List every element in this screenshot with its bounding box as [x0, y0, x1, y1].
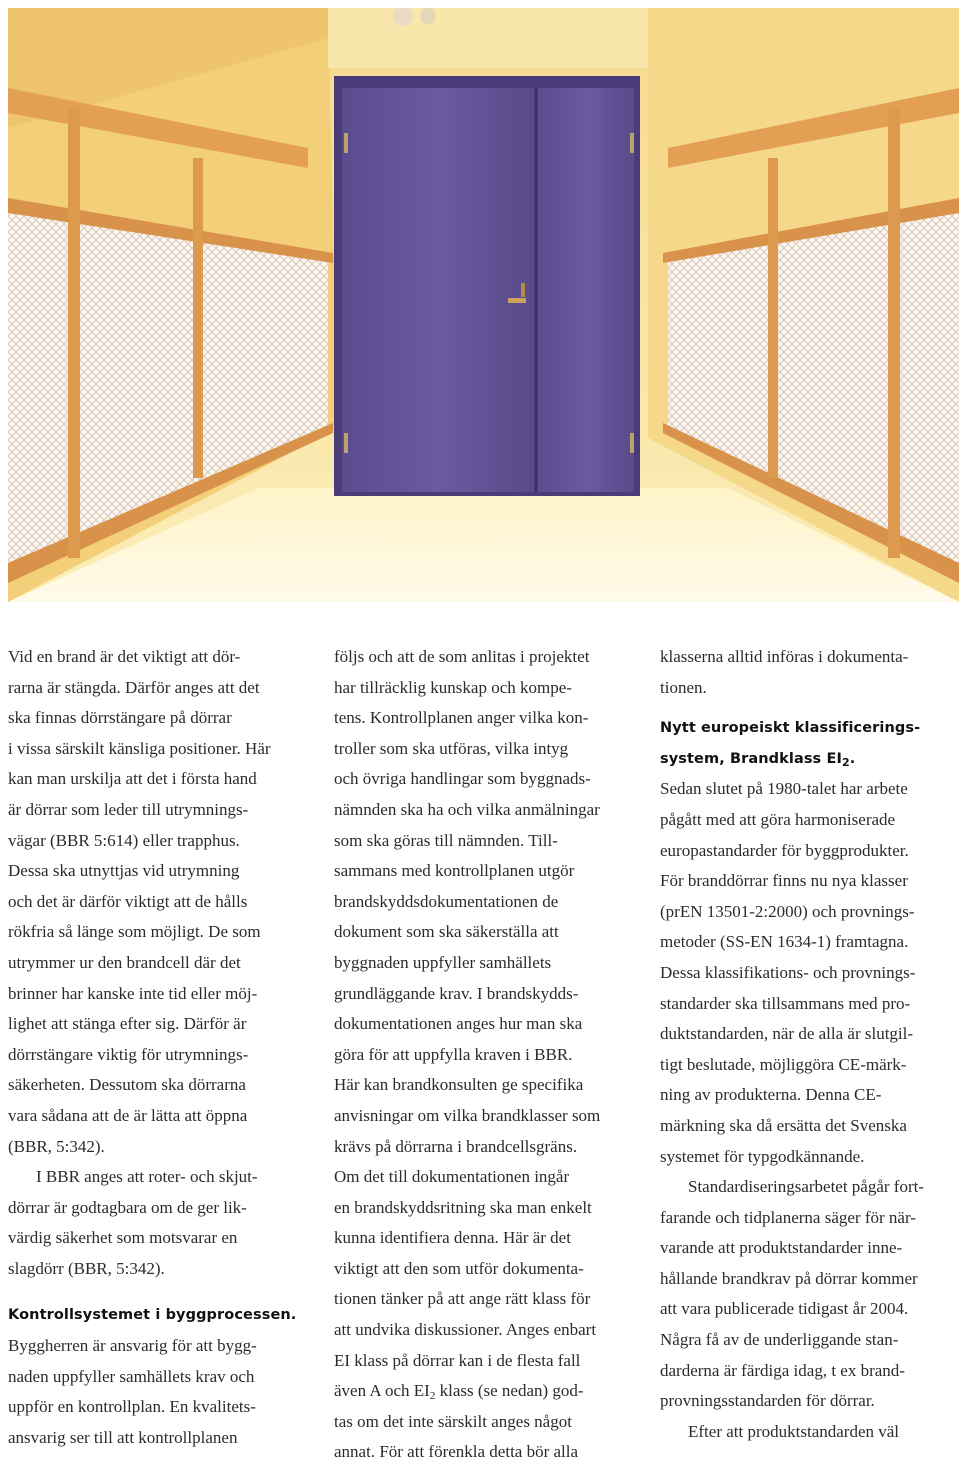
text-line: i vissa särskilt känsliga positioner. Här: [8, 738, 271, 758]
text-line: Vid en brand är det viktigt att dör-: [8, 647, 241, 666]
text-line: Sedan slutet på 1980-talet har arbete: [660, 779, 908, 799]
text-line: krävs på dörrarna i brandcellsgräns.: [334, 1136, 578, 1156]
text-line: och övriga handlingar som byggnads-: [334, 769, 591, 789]
spacer: [660, 703, 960, 713]
text-line: EI klass på dörrar kan i de flesta fall: [334, 1350, 581, 1370]
text-line: sammans med kontrollplanen utgör: [334, 861, 575, 881]
text-column-1: [8, 642, 308, 1453]
text-line: troller som ska utföras, vilka intyg: [334, 738, 569, 758]
text-line: darderna är färdiga idag, t ex brand-: [660, 1360, 905, 1380]
text-line: europastandarder för byggprodukter.: [660, 840, 909, 860]
text-line: Byggherren är ansvarig för att bygg-: [8, 1336, 257, 1356]
text-line: säkerheten. Dessutom ska dörrarna: [8, 1075, 246, 1095]
text-line: lighet att stänga efter sig. Därför är: [8, 1014, 247, 1034]
text-line: göra för att uppfylla kraven i BBR.: [334, 1044, 573, 1064]
text-line: dörrstängare viktig för utrymnings-: [8, 1044, 249, 1064]
text-line: Dessa ska utnyttjas vid utrymning: [8, 861, 240, 881]
text-line: en brandskyddsritning ska man enkelt: [334, 1197, 592, 1217]
text-line: ska finnas dörrstängare på dörrar: [8, 708, 232, 728]
text-line: För branddörrar finns nu nya klasser: [660, 871, 908, 891]
text-line: systemet för typgodkännande.: [660, 1146, 865, 1166]
text-line: märkning ska då ersätta det Svenska: [660, 1115, 907, 1135]
text-fragment: system, Brandklass EI: [660, 750, 842, 767]
text-line: byggnaden uppfyller samhällets: [334, 952, 552, 972]
text-fragment: .: [849, 750, 856, 767]
text-line: följs och att de som anlitas i projektet: [334, 647, 590, 666]
subscript: 2: [841, 755, 850, 769]
text-line: har tillräcklig kunskap och kompe-: [334, 677, 572, 697]
text-line: Standardiseringsarbetet pågår fort-: [688, 1177, 925, 1197]
text-line: som ska göras till nämnden. Till-: [334, 830, 558, 850]
text-line: utrymmer ur den brandcell där det: [8, 952, 241, 972]
text-line: dokumentationen anges hur man ska: [334, 1014, 583, 1034]
section-heading: Kontrollsystemet i byggprocessen.: [8, 1307, 297, 1324]
text-line: farande och tidplanerna säger för när-: [660, 1207, 916, 1227]
text-line: kunna identifiera denna. Här är det: [334, 1228, 571, 1248]
text-line: Här kan brandkonsulten ge specifika: [334, 1075, 584, 1095]
text-fragment: även A och EI: [334, 1381, 430, 1401]
text-line: grundläggande krav. I brandskydds-: [334, 983, 579, 1003]
text-line: annat. För att förenkla detta bör alla: [334, 1442, 579, 1462]
text-line: tens. Kontrollplanen anger vilka kon-: [334, 708, 589, 728]
door-photo-illustration: [8, 8, 959, 602]
text-line: rarna är stängda. Därför anges att det: [8, 677, 260, 697]
text-line: tionen tänker på att ange rätt klass för: [334, 1289, 591, 1309]
text-line: dörrar är godtagbara om de ger lik-: [8, 1197, 247, 1217]
text-fragment: klass (se nedan) god-: [435, 1381, 584, 1401]
text-line: standarder ska tillsammans med pro-: [660, 993, 911, 1013]
section-heading: Nytt europeiskt klassificerings-: [660, 720, 921, 737]
text-line: klasserna alltid införas i dokumenta-: [660, 647, 909, 666]
door-photo: [8, 8, 959, 602]
subscript: 2: [429, 1390, 436, 1403]
text-line: brandskyddsdokumentationen de: [334, 891, 559, 911]
text-line: dokument som ska säkerställa att: [334, 922, 559, 942]
text-line: (prEN 13501-2:2000) och provnings-: [660, 901, 915, 921]
text-line: brinner har kanske inte tid eller möj-: [8, 983, 258, 1003]
text-line: att undvika diskussioner. Anges enbart: [334, 1320, 597, 1340]
text-line: vägar (BBR 5:614) eller trapphus.: [8, 830, 240, 850]
section-heading: [660, 744, 960, 775]
text-line: kan man urskilja att det i första hand: [8, 769, 257, 789]
text-line: är dörrar som leder till utrymnings-: [8, 799, 249, 819]
spacer: [8, 1284, 308, 1300]
text-line: slagdörr (BBR, 5:342).: [8, 1258, 165, 1278]
text-line: och det är därför viktigt att de hålls: [8, 891, 248, 911]
text-line: I BBR anges att roter- och skjut-: [36, 1167, 258, 1187]
text-line: Dessa klassifikations- och provnings-: [660, 962, 916, 982]
text-line: ning av produkterna. Denna CE-: [660, 1085, 882, 1105]
text-line: rökfria så länge som möjligt. De som: [8, 922, 261, 942]
text-line: tas om det inte särskilt anges något: [334, 1411, 572, 1431]
text-line: nämnden ska ha och vilka anmälningar: [334, 799, 600, 819]
text-line: värdig säkerhet som motsvarar en: [8, 1228, 238, 1248]
text-line: viktigt att den som utför dokumenta-: [334, 1258, 584, 1278]
text-column-3: [660, 642, 960, 1447]
text-line: duktstandarden, när de alla är slutgil-: [660, 1024, 914, 1044]
text-column-2: [334, 642, 634, 1468]
text-line: Om det till dokumentationen ingår: [334, 1167, 570, 1187]
text-line: att vara publicerade tidigast år 2004.: [660, 1299, 909, 1319]
text-line: Efter att produktstandarden väl: [688, 1421, 900, 1441]
text-line: pågått med att göra harmoniserade: [660, 809, 896, 829]
text-line: anvisningar om vilka brandklasser som: [334, 1105, 601, 1125]
text-line: uppför en kontrollplan. En kvalitets-: [8, 1397, 256, 1417]
text-line: (BBR, 5:342).: [8, 1136, 105, 1156]
text-line: tionen.: [660, 677, 707, 697]
text-line: hållande brandkrav på dörrar kommer: [660, 1268, 918, 1288]
text-line: [334, 1376, 634, 1407]
text-line: vara sådana att de är lätta att öppna: [8, 1105, 248, 1125]
text-line: Några få av de underliggande stan-: [660, 1330, 899, 1350]
text-line: naden uppfyller samhällets krav och: [8, 1366, 255, 1386]
text-line: tigt beslutade, möjliggöra CE-märk-: [660, 1054, 907, 1074]
text-line: varande att produktstandarder inne-: [660, 1238, 903, 1258]
text-line: metoder (SS-EN 1634-1) framtagna.: [660, 932, 909, 952]
text-line: provningsstandarden för dörrar.: [660, 1391, 875, 1411]
text-line: ansvarig ser till att kontrollplanen: [8, 1427, 238, 1447]
